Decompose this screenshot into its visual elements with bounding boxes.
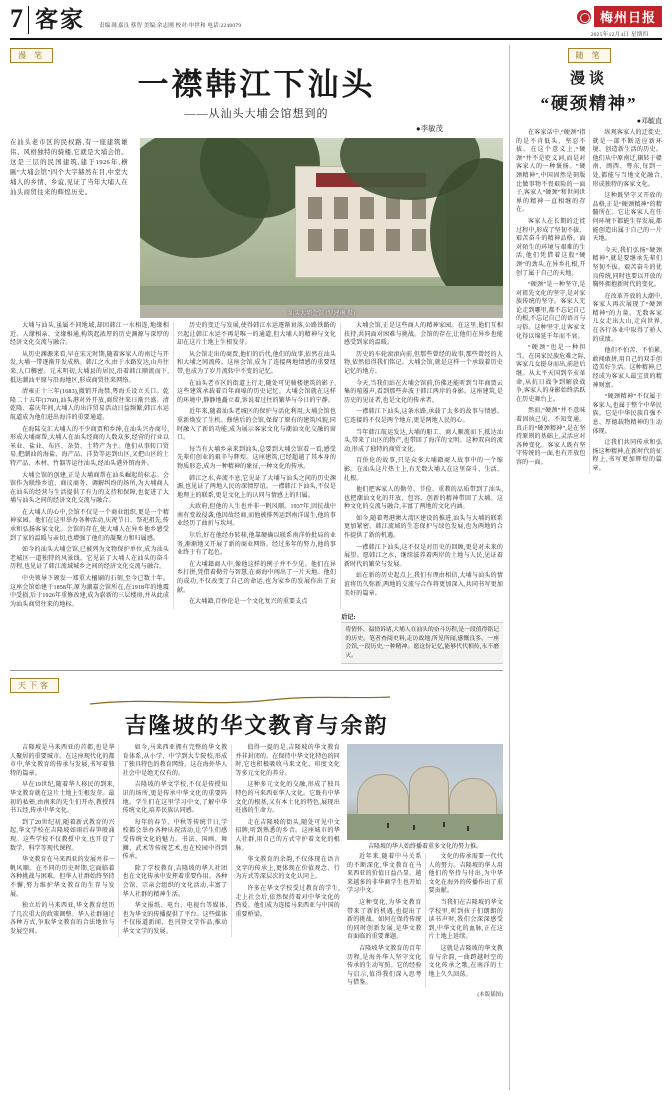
photo-person <box>387 823 389 828</box>
paragraph: 他们不怕苦、不怕累,敢闯敢拼,用自己的双手创造美好生活。这种精神,已经成为客家人最宝贵的精神财富。 <box>592 348 662 389</box>
paragraph: 这种既坚守又开放的品格,正是“硬颈精神”的精髓所在。它让客家人在任何环境下都能生存发展,都能创造出属于自己的一片天地。 <box>592 193 662 243</box>
photo-window <box>308 197 322 219</box>
paragraph: 客家人在长期的迁徙过程中,形成了坚韧不拔、艰苦奋斗的精神品格。面对陌生的环境与艰难的生活,他们凭借着这股“硬颈”的劲头,在异乡扎根,开创了属于自己的天地。 <box>516 218 586 277</box>
bottom-grid <box>10 744 503 998</box>
photo-window <box>386 197 400 219</box>
right-section-tag: 随 笔 <box>568 48 611 63</box>
paragraph: 华文教育在马来西亚的发展并非一帆风顺。在不同的历史时期,它面临着各种挑战与困难。但华人社群始终坚持不懈,努力维护华文教育的生存与发展。 <box>10 857 115 898</box>
paper-name: 梅州日报 <box>594 6 662 27</box>
bottom-tag-row <box>10 675 503 693</box>
main-photo-wrap <box>140 138 503 318</box>
paragraph: 历史的变迁与发展,使得韩江水运逐渐衰落,公路铁路的兴起让韩江水运不再是唯一的通道,但大埔人的精神与文化却在这片土地上生根发芽。 <box>177 323 336 347</box>
main-zone <box>10 45 510 1090</box>
paragraph: 站在新的历史起点上,我们有理由相信,大埔与汕头的情谊将历久弥新,两地的交流与合作将更加深入,共同书写更加美好的篇章。 <box>344 573 503 597</box>
right-byline: ●邓毓直 <box>636 117 662 125</box>
postscript-title: 后记: <box>341 615 356 622</box>
paragraph: 走在吉隆坡的街头,随处可见中文招牌,听到熟悉的乡音。这座城市的华人社群,用自己的方式守护着文化的根脉。 <box>235 819 340 852</box>
section-title: 客家 <box>35 7 85 32</box>
paragraph: 当我们在吉隆坡的华文学校里,听到孩子们朗朗的读书声时,我们会深深感受到,中华文化的血脉,正在这片土地上延续。 <box>428 900 503 941</box>
main-photo-caption: 汕头大埔会馆 (罗建琳 摄) <box>288 311 355 317</box>
paragraph: 这种变化,为华文教育带来了新的机遇,也提出了新的挑战。如何在保持传统的同时创新发展,是华文教育面临的重要课题。 <box>347 900 422 941</box>
masthead <box>10 6 662 40</box>
photo-dome-center <box>409 766 449 816</box>
right-tag-row <box>516 45 662 63</box>
page-body <box>10 45 662 1090</box>
right-body <box>516 129 662 474</box>
paragraph: 华文教育的余韵,不仅体现在语言文字的传承上,更体现在价值观念、行为方式等深层次的文化认同上。 <box>235 857 340 881</box>
paragraph: 在汕头老市区的街道上行走,随处可见骑楼建筑的影子,这些建筑承载着百年商埠的历史记忆。大埔会馆就在这样的环境中,静静地矗立着,诉说着过往的繁华与今日的宁静。 <box>177 380 336 404</box>
main-photo <box>140 138 503 318</box>
photo-lawn <box>347 814 503 840</box>
photo-window <box>412 197 426 219</box>
paragraph: 吉隆坡是马来西亚的首都,也是华人聚居的重要城市。在这座现代化的都市中,华文教育的传承与发展,书写着独特的篇章。 <box>10 745 115 777</box>
paragraph: 大埔与汕头,虽属不同地域,却因韩江一水相连,地缘相近、人缘相亲、文缘相通,构筑起浓厚的历史渊源与深厚的经济文化交流与融合。 <box>10 323 169 347</box>
paragraph: 吉隆坡的华文学校,不仅是传授知识的场所,更是传承中华文化的重要阵地。学生们在这里学习中文,了解中华传统文化,培养民族认同感。 <box>122 782 228 815</box>
paragraph: 如今,马来西亚拥有完整的华文教育体系,从小学、中学到大专院校,形成了独具特色的教育网络。这在海外华人社会中是绝无仅有的。 <box>122 745 228 777</box>
photo-window <box>386 229 400 251</box>
paragraph: 早在19世纪,随着华人移民的到来,华文教育就在这片土地上生根发芽。最初的私塾,由南来的先生们开办,教授四书五经,传承中华文化。 <box>10 782 115 815</box>
paragraph: 尔后,好在他经办转移,他靠硬确以联系南洋侨批局的业务,渐渐地又开展了新的商业网络。经过多年的努力,他的事业终于有了起色。 <box>177 533 336 557</box>
paragraph: 文化的传承需要一代代人的努力。吉隆坡的华人用他们的坚持与付出,为中华文化在海外的传播作出了重要贡献。 <box>428 854 503 895</box>
paragraph: 值得一提的是,吉隆坡的华文教育并非封闭的。在保持中华文化特色的同时,它也积极吸收马来文化、印度文化等多元文化的养分。 <box>235 745 340 777</box>
paragraph: 中央领导下颁发一郑重大檀刷的石刻,至今已数十年。这座会馆始建于1858年,原为潮嘉会馆所在,在1918年的地震中受损,后于1926年重修改建,成为崭新的三层楼房,并从此成为汕头商贸往来的地标。 <box>10 576 170 608</box>
bottom-credit: (本版插图) <box>477 991 503 998</box>
paragraph: 百侨伦的故事,只是众多大埔籍商人故事中的一个缩影。在汕头这片热土上,有无数大埔人在这里奋斗、生活、扎根。 <box>344 458 503 482</box>
main-photo-row <box>10 138 503 318</box>
paragraph: 一襟韩江下汕头,这不仅是对历史的回顾,更是对未来的展望。愿韩江之水，继续滋养着两岸的土地与人民,见证着新时代的繁荣与发展。 <box>344 544 503 568</box>
bottom-body-right <box>347 853 503 988</box>
paragraph: 在大埔籍商人中,像他这样的例子并不少见。他们在异乡打拼,凭借着勤劳与智慧,在商海中闯出了一片天地。他们的成功,不仅改变了自己的命运,也为家乡的发展作出了贡献。 <box>177 561 336 594</box>
paragraph: 大埔会馆,正是这些商人的精神家园。在这里,他们互相扶持,共同面对困难与挑战。会馆的存在,让他们在异乡也能感受到家的温暖。 <box>344 323 503 347</box>
bottom-section-tag: 天下客 <box>10 678 59 693</box>
nameplate <box>577 6 662 38</box>
paragraph: 独立后的马来西亚,华文教育经历了几次重大的政策调整。华人社群通过各种方式,争取华文教育的合法地位与发展空间。 <box>10 903 115 935</box>
bottom-photo-caption: 吉隆坡的华人始终播着重多文化的努力推。 <box>367 844 482 851</box>
paragraph: 这种多元文化的交融,形成了独具特色的马来西亚华人文化。它既有中华文化的根基,又有本土化的特色,展现出旺盛的生命力。 <box>235 782 340 815</box>
bottom-columns-left <box>10 744 340 998</box>
paragraph: 近年来,随着中马关系的不断深化,华文教育在马来西亚的价值日益凸显。越来越多的非华裔学生也开始学习中文。 <box>347 854 422 895</box>
paragraph: 然而,“硬颈”并不意味着固执己见、不知变通。真正的“硬颈精神”,是在坚持原则的基础上,灵活应对各种变化。客家人既有坚守传统的一面,也有开放包容的一面。 <box>516 408 586 466</box>
paragraph: 吉隆坡华文教育的百年历程,是海外华人坚守文化传承的生动写照。它的经验与启示,值得我们深入思考与借鉴。 <box>347 945 422 987</box>
paragraph: 到了20世纪初,随着新式教育的兴起,华文学校在吉隆坡如雨后春笋般涌现。这些学校不仅教授中文,也开设了数学、科学等现代课程。 <box>10 819 115 852</box>
main-section-tag: 漫 笔 <box>10 48 53 63</box>
paragraph: 今天,当我们站在大埔会馆前,仿佛还能听到当年商贾云集的喧嚣声,看到那些奔波于韩江两岸的身影。这座建筑,是历史的见证者,也是文化的传承者。 <box>344 380 503 404</box>
bottom-feature <box>10 670 503 998</box>
main-byline: ●李敏茂 <box>415 124 443 133</box>
paragraph: 纵观客家人的迁徙史,就是一部不断适应新环境、创造新生活的历史。他们从中原南迁,辗转于赣南、闽西、粤东,每到一处,都能与当地文化融合,形成独特的客家文化。 <box>592 130 662 188</box>
main-headline: 一襟韩江下汕头 <box>137 67 376 102</box>
main-subheadline: ——从汕头大埔会馆想到的 <box>184 108 329 120</box>
photo-window <box>360 229 374 251</box>
main-body-columns-1 <box>10 322 503 609</box>
paragraph: 大埔会馆的创建,正是大埔商帮在汕头崛起的标志。会馆作为联络乡谊、商议商务、调解纠纷的场所,为大埔商人在汕头的经营与生活提供了有力的支持和保障,也促进了大埔与汕头之间的经济文化交流与融合。 <box>10 472 169 505</box>
photo-window <box>334 197 348 219</box>
paragraph: 从会馆走出的商贾,他们的后代,他们的故事,依然在汕头和大埔之间流传。这座会馆,成为了连接两地情感的重要纽带,也成为了岁月流转中不变的记忆。 <box>177 351 336 375</box>
photo-window <box>360 197 374 219</box>
right-zone <box>510 45 662 1090</box>
paragraph: 今天,我们弘扬“硬颈精神”,就是要继承先辈们坚韧不拔、艰苦奋斗的优良传统,同时也要以开放的胸怀拥抱新时代的变化。 <box>592 247 662 289</box>
page-number: 7 <box>10 4 23 33</box>
nameplate-top <box>577 6 662 27</box>
right-headline-block <box>516 67 662 114</box>
postscript-row <box>10 612 503 664</box>
decorative-swash <box>10 697 503 707</box>
main-intro-text: 在汕头老市区的民权路,有一座建筑雄伟、风格独特的骑楼,它就是大埔会馆。这是三层的民国建筑,建于1926年,横匾“大埔会馆”四个大字赫然在目,中堂大埔人的乡情、乡谊,见证了当年大埔人在汕头商贸往来的辉煌历史。 <box>10 139 128 196</box>
main-tag-row <box>10 45 503 63</box>
editor-credits: 责编:陈嘉良 蔡智 美编:余志刚 校对:申世和 电话:2240079 <box>99 23 242 29</box>
paragraph: 大政府,但他的人生也并非一帆风顺。1937年,因抗战中南有变故侵袭,他因故经商,而他被排列运到南洋谋生,他的事业经历了曲折与坎坷。 <box>177 504 336 528</box>
paragraph: “硬颈”是一种坚守,是对祖先文化的坚守,是对家族传统的坚守。客家人无论走到哪里,都不忘记自己的根,不忘记自己的语言与习俗。这种坚守,让客家文化得以绵延千年而不衰。 <box>516 282 586 340</box>
paragraph: “硬颈精神”不仅属于客家人,也属于整个中华民族。它是中华民族自强不息、厚德载物精神的生动体现。 <box>592 394 662 435</box>
paragraph: 在海陆交汇大埔人的不少商贾和乡绅,在汕头兴办商号,形成大埔商帮,大埔人在汕头经商的人数众多,经营的行业以米业、盐业、布匹、杂货、土特产为主。他们从事转口贸易,把潮汕的海盐、海产品、洋货等运到山区,又把山区的土特产品、木材、竹器等运往汕头,经汕头港外销海外。 <box>10 426 169 467</box>
paragraph: 除了学校教育,吉隆坡的华人社团也在文化传承中发挥着重要作用。各种会馆、宗亲会组织的文化活动,丰富了华人社群的精神生活。 <box>122 865 228 898</box>
paragraph: 近年来,随着汕头老城区的保护与活化利用,大埔会馆也重新焕发了生机。修缮后的会馆,保留了原有的建筑风貌,同时融入了新的功能,成为展示客家文化与潮汕文化交融的窗口。 <box>177 409 336 442</box>
paragraph: 许多在华文学校受过教育的学生,走上社会后,依然保持着对中华文化的热爱。他们成为连接马来西亚与中国的重要桥梁。 <box>235 885 340 918</box>
paragraph: 在客家话中,“硬颈”指的是不肯低头、坚忍不拔。在这个意义上,“硬颈”并不是贬义词,而是对客家人的一种褒扬。“硬颈精神”,中国固然是刻版比做事物不畏艰险的一面子,客家人“硬颈”和世间世界的精神一直相继的存在。 <box>516 130 586 214</box>
paragraph: 每当有大埔乡亲来到汕头,总要到大埔会馆看一看,感受先辈们创业的艰辛与辉煌。这座建筑,已经超越了其本身的物质形态,成为一种精神的象征,一种文化的传承。 <box>177 446 336 470</box>
photo-dome-right <box>449 778 497 816</box>
paragraph: 一襟韩江下汕头,这条水路,承载了太多的故事与情感。它连接的不仅是两个地方,更是两地人民的心。 <box>344 409 503 424</box>
paragraph: 在改革开放的大潮中,客家人再次展现了“硬颈精神”的力量。无数客家儿女走出大山,走向世界,在各行各业中取得了骄人的成绩。 <box>592 293 662 343</box>
bottom-body-left <box>10 744 340 936</box>
paper-logo-icon <box>577 10 591 24</box>
paragraph: 如今的汕头大埔会馆,已被列为文物保护单位,成为汕头老城区一道独特的风景线。它见证了大埔人在汕头的奋斗历程,也见证了韩江流域城乡之间的经济文化交流与融合。 <box>10 547 169 571</box>
paragraph: 华文报纸、电台、电视台等媒体,也为华文的传播提供了平台。这些媒体不仅报道新闻，也刊登文学作品,推动华文文学的发展。 <box>122 903 228 935</box>
photo-person <box>443 822 445 827</box>
issue-date: 2025年12月4日 星期四 <box>590 32 649 38</box>
paragraph: “硬颈”也是一种担当。在国家民族危难之际,客家儿女挺身而出,前赴后继。从太平天国到辛亥革命,从抗日战争到解放战争,客家人的身影始终活跃在历史舞台上。 <box>516 345 586 403</box>
photo-person <box>413 825 415 830</box>
swash-icon <box>90 695 390 707</box>
paragraph: 在大埔人的心中,会馆不仅是一个商业组织,更是一个精神家园。他们在这里举办各种活动,庆祝节日、祭祀祖先,传承和弘扬客家文化。会馆的存在,使大埔人在异乡他乡感受到了家的温暖与亲切,也增强了他们的凝聚力和归属感。 <box>10 509 169 542</box>
photo-window <box>308 229 322 251</box>
paragraph: 历史的车轮滚滚向前,但那些曾经的故事,那些曾经的人物,依然值得我们铭记。大埔会馆,就是这样一个承载着历史记忆的地方。 <box>344 351 503 375</box>
paragraph: 当年韩江航运发达,大埔的船工、商人顺流而下,抵达汕头,带来了山区的物产,也带回了海洋的文明。这种双向的流动,形成了独特的商贸文化。 <box>344 429 503 453</box>
bottom-photo-wrap <box>347 744 503 998</box>
paragraph: 这就是吉隆坡的华文教育与余韵,一曲跨越时空的文化传承之歌,在南洋的土地上久久回荡。 <box>428 945 503 978</box>
photo-dome-left <box>357 774 409 816</box>
paragraph: 如今,随着粤港澳大湾区建设的推进,汕头与大埔的联系更加紧密。韩江流域的生态保护与绿色发展,也为两地的合作提供了新的机遇。 <box>344 515 503 540</box>
section-subtitle: 在大埔籍,百侨伦是一个文化复兴的重要支点 <box>189 599 308 606</box>
paragraph: 每年的春节、中秋等传统节日,学校都会举办各种庆祝活动,让学生们感受传统文化的魅力。书法、国画、舞狮、武术等传统艺术,也在校园中得到传承。 <box>122 819 228 861</box>
paragraph: 他们把客家人的勤劳、节俭、重教的品质带到了汕头,也把潮汕文化的开放、包容、创新的精神带回了大埔。这种文化的交流与融合,丰富了两地的文化内涵。 <box>344 487 503 511</box>
paragraph: 清雍正十三年(1683),撤销开海禁,粤海关设立关口。乾隆二十五年(1760),汕头港对外开放,商贸往来日渐兴盛。清乾隆、嘉庆年间,大埔人的出洋贸易活动日益频繁,韩江水运航道成为他们进出海洋的重要通道。 <box>10 389 169 421</box>
postscript-text: 将情怀、温情诉诸,大埔人在汕头的奋斗历程,是一段值得铭记的历史。笔者查阅史料,走访故地,所见所闻,感慨良多。一座会馆,一段历史,一种精神。愿这份记忆,能够代代相传,永不磨灭。 <box>341 622 503 664</box>
photo-window <box>334 229 348 251</box>
paragraph: 韩江之水,奔流不息,它见证了大埔与汕头之间的历史渊源,也见证了两地人民的深情厚谊。一襟韩江下汕头,不仅是地理上的联系,更是文化上的认同与情感上的归属。 <box>177 475 336 499</box>
masthead-divider <box>28 6 29 34</box>
right-headline-1: 漫谈 <box>569 71 608 87</box>
paragraph: 让我们共同传承和弘扬这种精神,在新时代的征程上,书写更加辉煌的篇章。 <box>592 440 662 472</box>
right-headline-2: “硬颈精神” <box>540 94 638 113</box>
paragraph: 从历史渊源来看,早在宋元时期,随着客家人的南迁与开发,大埔一带逐渐开发成熟。韩江之水,由于水路发达,山舟往来,人口稠密。元末明初,大埔县的居民,沿着韩江顺流而下,抵达潮汕平原与沿海地区,形成商贸往来网络。 <box>10 351 169 384</box>
bottom-photo <box>347 744 503 840</box>
photo-person <box>467 826 469 831</box>
bottom-headline: 吉隆坡的华文教育与余韵 <box>124 713 389 739</box>
photo-window <box>412 229 426 251</box>
